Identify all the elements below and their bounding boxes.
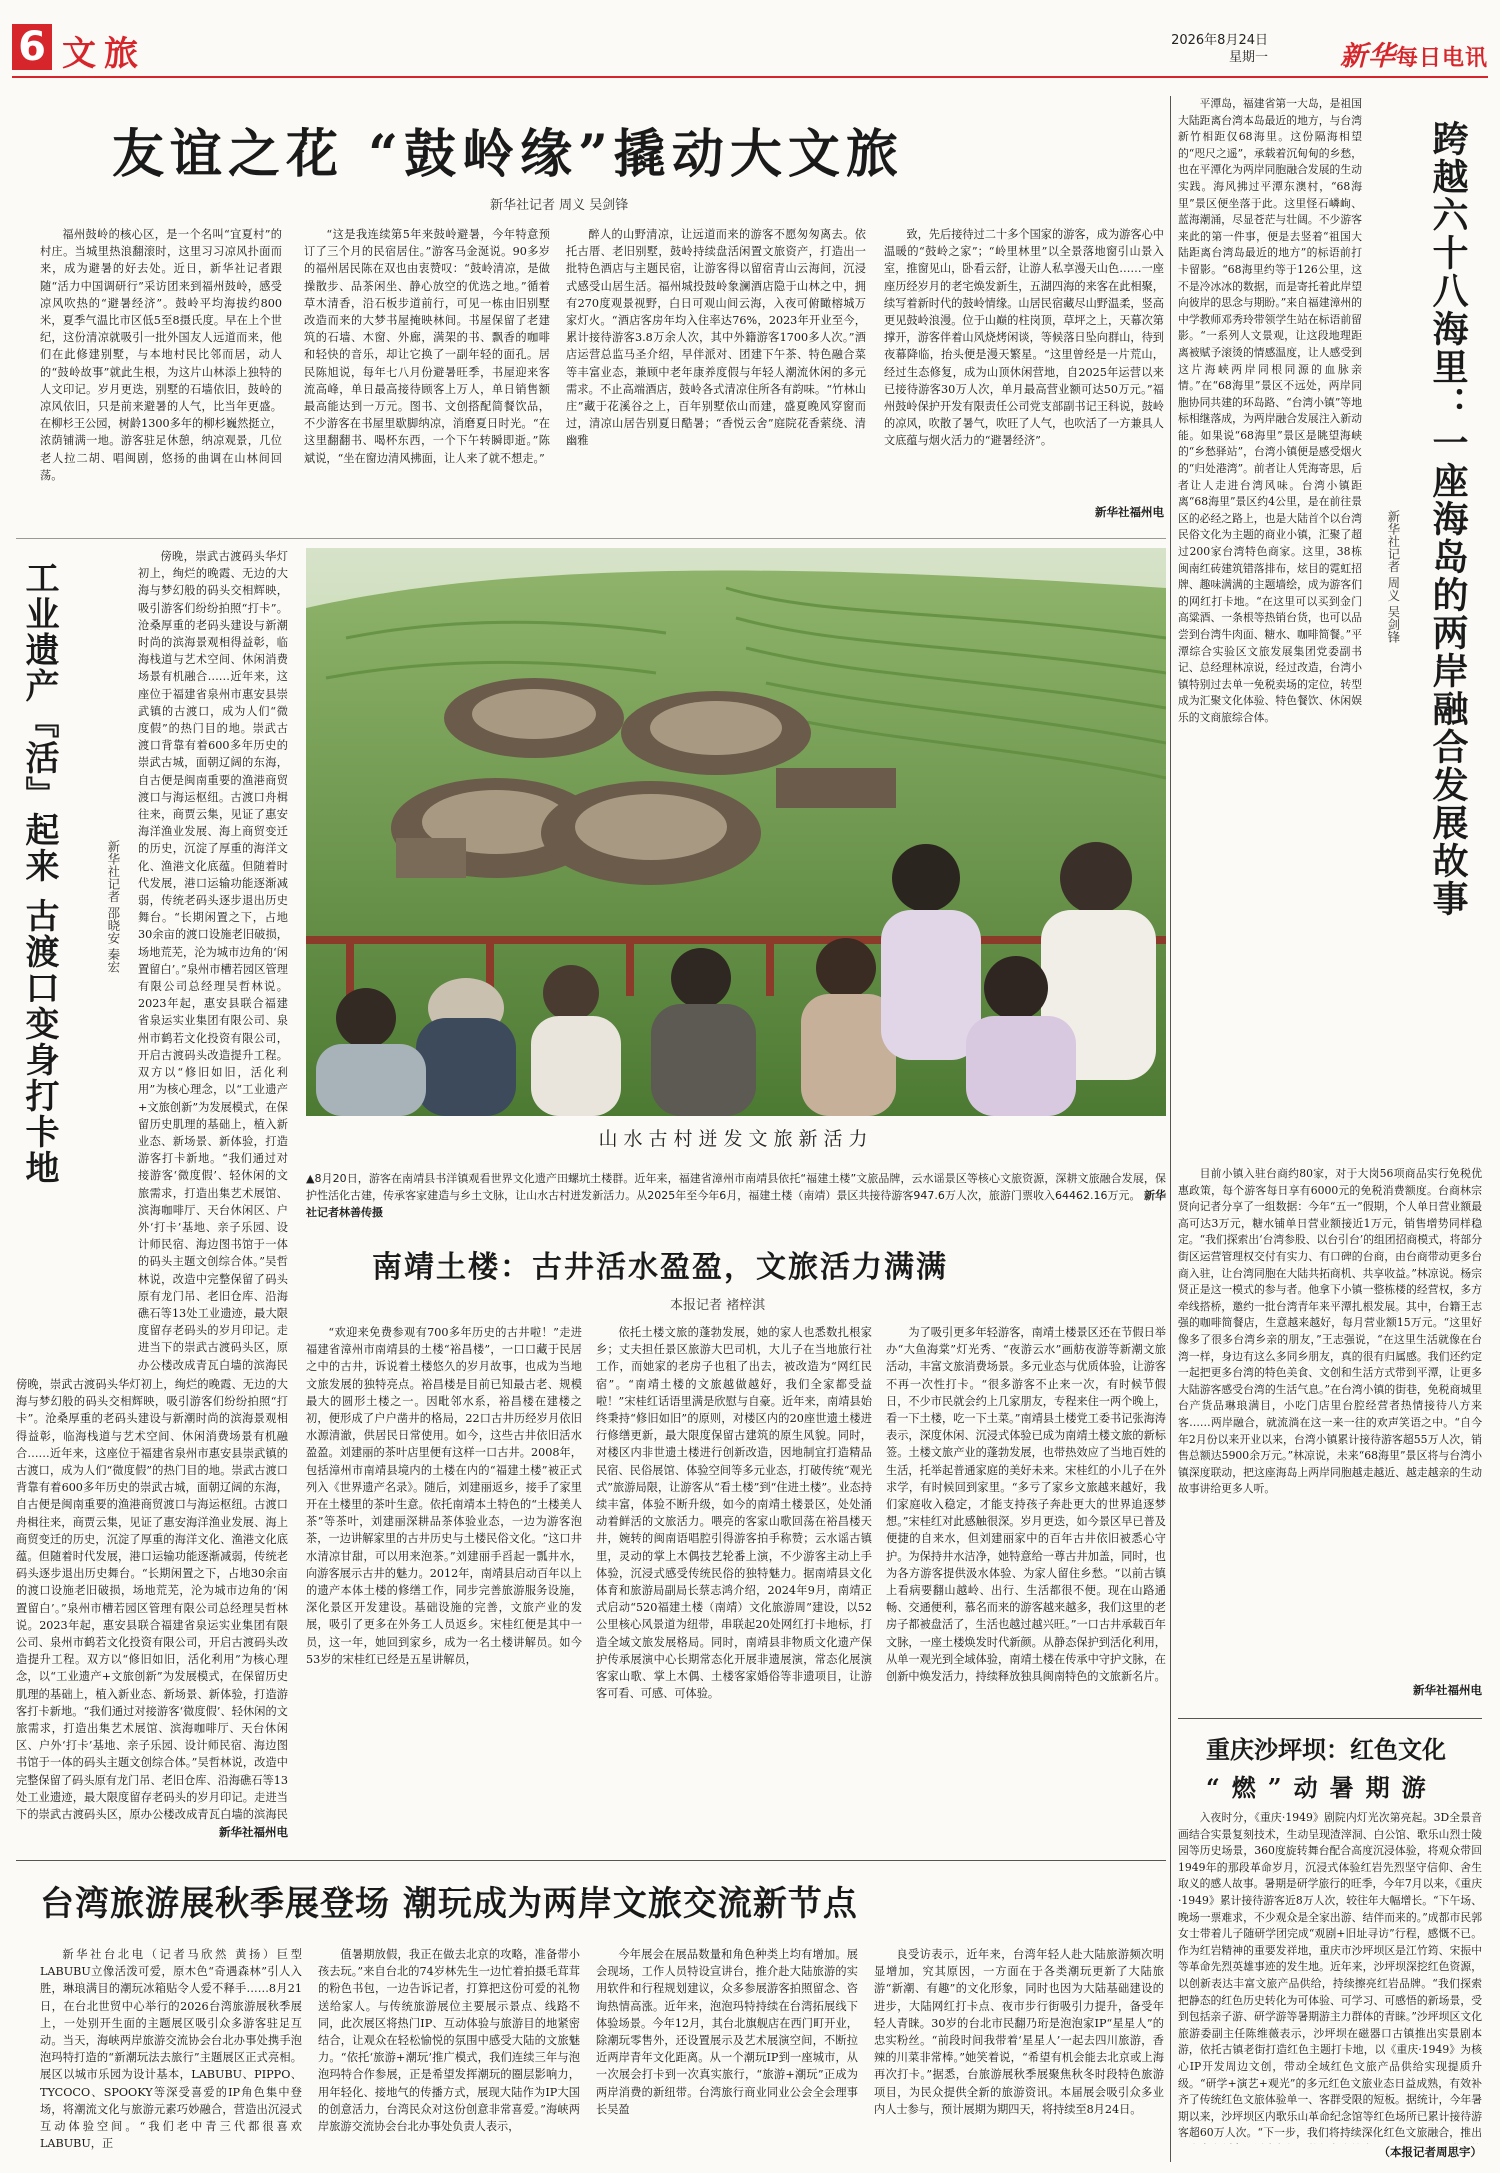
taiwan-col-1: 新华社台北电（记者马欣然 黄扬）巨型LABUBU立像活泼可爱，原木色“奇遇森林”引人入胜，琳琅满目的潮玩冰箱贴令人爱不释手……8月21日，在台北世贸中心举行的2026台湾旅游展秋季展上，一处别开生面的主题展区吸引众多游客驻足互动。当天，海峡两岸旅游交流协会台北办事处携手泡泡玛特打造的“新潮玩法去旅行”主题展区正式亮相。展区以城市乐园为设计基本，LABUBU、PIPPO、TYCOCO、SPOOKY等深受喜爱的IP角色集中登场，将潮流文化与旅游元素巧妙融合，营造出沉浸式互动体验空间。“我们老中青三代都很喜欢LABUBU，正 (40, 1948, 302, 2151)
main-byline: 新华社记者 周义 吴剑锋 (490, 198, 629, 213)
industrial-headline: 工业遗产『活』起来 古渡口变身打卡地 (19, 560, 59, 1186)
island-col-1: 平潭岛，福建省第一大岛，是祖国大陆距离台湾本岛最近的地方，与台湾新竹相距仅68海里。这份隔海相望的“咫尺之遥”，承载着沉甸甸的乡愁，也在平潭化为两岸同胞融合发展的生动实践。海风拂过平潭东澳村，“68海里”景区便坐落于此。这里怪石嶙峋、蓝海潮涌，尽显苍茫与壮阔。不少游客来此的第一件事，便是去竖着“祖国大陆距离台湾岛最近的地方”的标语前打卡留影。“68海里约等于126公里，这不是冷冰冰的数据，而是寄托着此岸望向彼岸的思念与期盼。”来自福建漳州的中学教师邓秀玲带领学生站在标语前留影。“一系列人文景观，让这段地理距离被赋予滚烫的情感温度，让人感受到这片海峡两岸同根同源的血脉亲情。”在“68海里”景区不远处，两岸同胞协同共建的环岛路、“台湾小镇”等地标相继落成，为两岸融合发展注入新动能。如果说“68海里”景区是眺望海峡的“乡愁驿站”，台湾小镇便是感受烟火的“归处港湾”。前者让人凭海寄思，后者让人走进台湾风味。台湾小镇距离“68海里”景区约4公里，是在前往景区的必经之路上，也是大陆首个以台湾民俗文化为主题的商业小镇，汇聚了超过200家台湾特色商家。这里，38栋闽南红砖建筑错落排布，炫目的霓虹招牌、趣味满满的主题墙绘，成为游客们的网红打卡地。“在这里可以买到金门高粱酒、一条根等热销台货，也可以品尝到台湾牛肉面、糖水、咖啡简餐。”平潭综合实验区文旅发展集团党委副书记、总经理林凉说，经过改造，台湾小镇特别过去单一免税卖场的定位，转型成为汇聚文化体验、特色餐饮、休闲娱乐的文商旅综合体。 (1178, 97, 1362, 724)
main-col-2: “这是我连续第5年来鼓岭避暑，今年特意预订了三个月的民宿居住。”游客马金涎说。90多岁的福州居民陈在双也由衷赞叹：“鼓岭清凉，是做操散步、品茶闲坐、静心放空的优选之地。”循着草木清香，沿石板步道前行，可见一栋由旧别墅改造而来的大梦书屋掩映林间。书屋保留了老建筑的石墙、木窗、外廊，满架的书、飘香的咖啡和轻快的音乐，却让它换了一副年轻的面孔。居民陈旭说，每年七八月份避暑旺季，书屋迎来客流高峰，单日最高接待顾客上万人，单日销售额最高能达到一万元。图书、文创搭配简餐饮品，不少游客在书屋里歇脚纳凉，消磨夏日时光。“在这里翻翻书、喝杯东西，一个下午转瞬即逝。”陈斌说，“坐在窗边清风拂面，让人来了就不想走。” (304, 228, 550, 465)
chongqing-sign: （本报记者周思宇） (1378, 2145, 1482, 2159)
tulou-photo (306, 548, 1166, 1116)
main-sign: 新华社福州电 (1095, 505, 1164, 519)
main-headline: 友谊之花 “鼓岭缘”撬动大文旅 (112, 124, 904, 185)
island-sign: 新华社福州电 (1413, 1683, 1482, 1697)
island-col-2-wrap (1178, 1166, 1482, 1702)
main-col-1: 福州鼓岭的核心区，是一个名叫“宜夏村”的村庄。当城里热浪翻滚时，这里习习凉风扑面而来，成为避暑的好去处。近日，新华社记者跟随“活力中国调研行”采访团来到福州鼓岭，感受凉风吹热的“避暑经济”。鼓岭平均海拔约800米，夏季气温比市区低5至8摄氏度。早在上个世纪，这份清凉就吸引一批外国友人远道而来，他们在此修建别墅，与本地村民比邻而居，动人的“鼓岭故事”就此生根，为这片山林添上独特的人文印记。岁月更迭，别墅的石墙依旧，鼓岭的凉风依旧，只是前来避暑的人气，比当年更盛。在柳杉王公园，树龄1300多年的柳杉巍然挺立，浓荫铺满一地。游客驻足休憩，纳凉观景，几位老人拉二胡、唱闽剧，悠扬的曲调在山林间回荡。 (40, 228, 282, 482)
chongqing-body: 入夜时分，《重庆·1949》剧院内灯光次第亮起。3D全景音画结合实景复刻技术，生动呈现渣滓洞、白公馆、歌乐山烈士陵园等历史场景，360度旋转舞台配合高度沉浸体验，将观众带回1949年的那段革命岁月，沉浸式体验红岩先烈坚守信仰、舍生取义的感人故事。暑期是研学旅行的旺季，今年7月以来，《重庆·1949》累计接待游客近8万人次，较往年大幅增长。“下午场、晚场一票难求，不少观众是全家出游、结伴而来的。”成都市民郭女士带着儿子随研学团完成“观剧+旧址寻访”行程，感慨不已。作为红岩精神的重要发祥地，重庆市沙坪坝区是江竹筠、宋振中等革命先烈英雄事迹的发生地。近年来，沙坪坝深挖红色资源，以创新表达丰富文旅产品供给，持续擦亮红岩品牌。“我们探索把静态的红色历史转化为可体验、可学习、可感悟的新场景，受到包括亲子游、研学游等暑期游主力群体的青睐。”沙坪坝区文化旅游委副主任陈维薇表示，沙坪坝在磁器口古镇推出实景剧本游，依托古镇老街打造红色主题打卡地，以《重庆·1949》为核心IP开发周边文创，带动全域红色文旅产品供给实现提质升级。“研学+演艺+观光”的多元红色文旅业态日益成熟，有效补齐了传统红色文旅体验单一、客群受限的短板。据统计，今年暑期以来，沙坪坝区内歌乐山革命纪念馆等红色场所已累计接待游客超60万人次。“下一步，我们将持续深化红色文旅融合，推出 (1178, 1811, 1482, 2140)
weekday-text: 星期一 (1228, 50, 1268, 65)
header-rule (12, 76, 1488, 78)
taiwan-col-4: 良受访表示，近年来，台湾年轻人赴大陆旅游频次明显增加，究其原因，一方面在于各类潮玩更新了大陆旅游“新潮、有趣”的文化形象，同时也因为大陆基础建设的进步，大陆网红打卡点、夜市步行街吸引力提升，备受年轻人青睐。30岁的台北市民翻乃珩是泡泡家IP“星星人”的忠实粉丝。“前段时间我带着‘星星人’一起去四川旅游，香辣的川菜非常棒。”她笑着说，“希望有机会能去北京或上海再次打卡。”据悉，台旅游展秋季展聚焦秋冬时段特色旅游项目，为民众提供全新的旅游资讯。本届展会吸引众多业内人士参与，预计展期为期四天，将持续至8月24日。 (874, 1948, 1164, 2116)
taiwan-col-2: 值暑期放假，我正在做去北京的攻略，准备带小孩去玩。”来自台北的74岁林先生一边忙着拍摄毛茸茸的粉色书包，一边告诉记者，打算把这份可爱的礼物送给家人。与传统旅游展位主要展示景点、线路不同，此次展区将热门IP、互动体验与旅游目的地紧密结合，让观众在轻松愉悦的氛围中感受大陆的文旅魅力。“依托‘旅游+潮玩’推广模式，我们连续三年与泡泡玛特合作参展，正是希望发挥潮玩的圈层影响力，用年轻化、接地气的传播方式，展现大陆作为IP大国的创意活力，台湾民众对这份创意非常喜爱。”海峡两岸旅游交流协会台北办事处负责人表示， (318, 1948, 580, 2134)
island-byline: 新华社记者 周义 吴剑锋 (1385, 510, 1401, 643)
tulou-col-3: 为了吸引更多年轻游客，南靖土楼景区还在节假日举办“大鱼海棠”灯光秀、“夜游云水”画舫夜游等新潮文旅活动，丰富文旅消费场景。多元业态与优质体验，让游客不再一次性打卡。“很多游客不止来一次，有时候节假日，不少市民就会约上几家朋友，专程来住一两个晚上，看一下土楼，吃一下土菜。”南靖县土楼党工委书记张海涛表示，深度休闲、沉浸式体验已成为南靖土楼文旅的新标签。土楼文旅产业的蓬勃发展，也带热效应了当地百姓的生活，托举起普通家庭的美好未来。宋桂红的小儿子在外求学，有时候回到家里。“多亏了家乡文旅越来越好，我们家庭收入稳定，才能支持孩子奔赴更大的世界追逐梦想。”宋桂红对此感触很深。岁月更迭，如今景区早已普及便捷的自来水，但刘建丽家中的百年古井依旧被悉心守护。为保持井水洁净，她特意给一尊古井加盖，同时，也为各方游客提供汲水体验、为家人留住乡愁。“以前古镇上看病要翻山越岭、出行、生活都很不便。现在山路通畅、交通便利，慕名而来的游客越来越多，我们这里的老房子都被盘活了，生活也越过越兴旺。”一口古井承载百年文脉，一座土楼焕发时代新颜。从静态保护到活化利用，从单一观光到全域体验，南靖土楼在传承中守护文脉，在创新中焕发活力，持续释放独具闽南特色的文旅新名片。 (886, 1326, 1166, 1684)
chongqing-body-wrap (1178, 1810, 1482, 2162)
chongqing-headline: 重庆沙坪坝：红色文化 (1206, 1735, 1446, 1764)
right-column-rule (1170, 96, 1171, 2162)
industrial-body-bottom: 傍晚，崇武古渡码头华灯初上，绚烂的晚霞、无边的大海与梦幻般的码头交相辉映，吸引游客们纷纷拍照“打卡”。沧桑厚重的老码头建设与新潮时尚的滨海景观相得益彰，临海栈道与艺术空间、休闲消费场景有机融合……近年来，这座位于福建省泉州市惠安县崇武镇的古渡口，成为人们“微度假”的热门目的地。崇武古渡口背靠有着600多年历史的崇武古城，面朝辽阔的东海，自古便是闽南重要的渔港商贸渡口与海运枢纽。古渡口舟楫往来，商贾云集，见证了惠安海洋渔业发展、海上商贸变迁的历史，沉淀了厚重的海洋文化、渔港文化底蕴。但随着时代发展，港口运输功能逐渐减弱，传统老码头逐步退出历史舞台。“长期闲置之下，占地30余亩的渡口设施老旧破损，场地荒芜，沦为城市边角的‘闲置留白’。”泉州市槽若园区管理有限公司总经理吴哲林说。2023年起，惠安县联合福建省泉运实业集团有限公司、泉州市鹤若文化投资有限公司，开启古渡码头改造提升工程。双方以“修旧如旧，活化利用”为核心理念，以“工业遗产+文旅创新”为发展模式，在保留历史肌理的基础上，植入新业态、新场景、新体验，打造游客打卡新地。“我们通过对接游客‘微度假’、轻休闲的文旅需求，打造出集艺术展馆、滨海咖啡厅、天台休闲区、户外‘打卡’基地、亲子乐园、设计师民宿、海边图书馆于一体的码头主题文创综合体。”吴哲林说，改造中完整保留了码头原有龙门吊、老旧仓库、沿海礁石等13处工业遗迹，最大限度留存老码头的岁月印记。走进当下的崇武古渡码头区，原办公楼改成青瓦白墙的滨海民 (16, 1378, 288, 1822)
photo-title: 山水古村迸发文旅新活力 (598, 1128, 874, 1150)
island-headline: 跨越六十八海里：一座海岛的两岸融合发展故事 (1427, 120, 1469, 918)
issue-date (1171, 32, 1268, 66)
logo-brand: 新华 (1339, 41, 1396, 72)
chongqing-top-rule (1178, 1718, 1482, 1719)
industrial-body-bottom-wrap (16, 1376, 288, 1846)
photo-caption (306, 1170, 1166, 1221)
newspaper-logo (1340, 34, 1488, 73)
main-col-3: 醉人的山野清凉，让远道而来的游客不愿匆匆离去。依托古厝、老旧别墅，鼓岭持续盘活闲置文旅资产，打造出一批特色酒店与主题民宿，让游客得以留宿青山云海间，沉浸式感受山居生活。福州城投鼓岭象澜酒店隐于山林之中，拥有270度观景视野，白日可观山间云海，入夜可俯瞰榕城万家灯火。“酒店客房年均入住率达76%，2023年开业至今，累计接待游客3.8万余人次，其中外籍游客1700多人次。”酒店运营总监马圣介绍，早伴派对、团建下午茶、特色融合菜等丰富业态，兼顾中老年康养度假与年轻人潮流休闲的多元需求。不止高端酒店，鼓岭各式清凉住所各有韵味。“竹林山庄”藏于花溪谷之上，百年别墅依山而建，盛夏晚风穿窗而过，清凉山居告别夏日酷暑；“香悦云舍”庭院花香萦绕、清幽雅 (566, 228, 866, 448)
island-col-2: 目前小镇入驻台商约80家，对于大岗56项商品实行免税优惠政策，每个游客每日享有6000元的免税消费额度。台商林宗贤向记者分享了一组数据：今年“五一”假期，个人单日营业额最高可达3万元，糖水铺单日营业额接近1万元，销售增势同样稳定。“我们探索出‘台湾参股、以台引台’的组团招商模式，将部分街区运营管理权交付有实力、有口碑的台商，由台商带动更多台商入驻，让台湾同胞在大陆共拓商机、共享收益。”林凉说。杨宗贤正是这一模式的参与者。他拿下小镇一整栋楼的经营权，多方牵线搭桥，邀约一批台湾青年来平潭扎根发展。其中，台籍王志强的咖啡简餐店，生意越来越好，每月营业额15万元。“这里好像多了很多台湾乡亲的朋友，”王志强说，“在这里生活就像在台湾一样，身边有这么多同乡朋友，真的很有归属感。我们还约定一起把更多台湾的特色美食、文创和生活方式带到平潭，让更多大陆游客感受台湾的生活气息。”在台湾小镇的街巷，免税商城里台产货品琳琅满目，小吃门店里台腔经营者热情接待八方来客……两岸融合，就流淌在这一来一往的欢声笑语之中。“自今年2月份以来开业以来，台湾小镇累计接待游客超55万人次，销售总额达5900余万元。”林凉说，未来“68海里”景区将与台湾小镇深度联动，把这座海岛上两岸同胞越走越近、越走越亲的生动故事讲给更多人听。 (1178, 1167, 1482, 1496)
section-name: 文旅 (62, 34, 146, 74)
main-col-4-wrap (884, 226, 1164, 528)
main-story-bottom-rule (16, 538, 1166, 539)
tulou-col-2: 依托土楼文旅的蓬勃发展，她的家人也悉数扎根家乡；丈夫担任景区旅游大巴司机，大儿子在当地旅行社工作，而她家的老房子也租了出去，被改造为“网红民宿”。“南靖土楼的文旅越做越好，我们全家都受益啦！”宋桂红话语里满是欣慰与自豪。近年来，南靖县始终秉持“修旧如旧”的原则，对楼区内的20座世遗土楼进行修缮更新，最大限度保留古建筑的原生风貌。同时，对楼区内非世遗土楼进行创新改造，因地制宜打造精品民宿、民俗展馆、体验空间等多元业态，打破传统“观光式”旅游局限，让游客从“看土楼”到“住进土楼”。业态持续丰富，体验不断升级，如今的南靖土楼景区，处处涌动着鲜活的文旅活力。喂亮的客家山歌回荡在裕昌楼天井，婉转的闽南语唱腔引得游客拍手称赞；云水谣古镇里，灵动的掌上木偶技艺轮番上演，不少游客主动上手体验，沉浸式感受传统民俗的独特魅力。据南靖县文化体育和旅游局副局长蔡志鸿介绍，2024年9月，南靖正式启动“520福建土楼（南靖）文化旅游周”建设，以52公里核心风景道为纽带，串联起20处网红打卡地标，打造全域文旅发展格局。同时，南靖县非物质文化遗产保护传承展演中心长期常态化开展非遗展演，常态化展演客家山歌、掌上木偶、土楼客家婚俗等非遗项目，让游客可看、可感、可体验。 (596, 1326, 872, 1701)
tulou-byline: 本报记者 褚梓淇 (670, 1298, 766, 1313)
page-number: 6 (12, 24, 52, 70)
tulou-photo-image (306, 548, 1166, 1116)
photo-sign: 新华社记者林善传摄 (306, 1189, 1167, 1219)
viewing-railing (306, 936, 1166, 944)
main-col-4: 致，先后接待过二十多个国家的游客，成为游客心中温暖的“鼓岭之家”；“岭里林里”以全景落地窗引山景入室，推窗见山，卧看云舒，让游人私享漫天山色……一座座历经岁月的老宅焕发新生，五湖四海的来客在此相聚，续写着新时代的鼓岭情缘。山居民宿藏尽山野温柔，竖高更见鼓岭浪漫。位于山巅的柱岗顶，草坪之上，天幕次第撑开，游客伴着山风烧烤闲谈，等候落日坠向群山，待到夜幕降临，抬头便是漫天繁星。“这里曾经是一片荒山，经过生态修复，成为山顶休闲营地，自2025年运营以来已接待游客30万人次，单月最高营业额可达50万元。”福州鼓岭保护开发有限责任公司党支部副书记王科说，鼓岭的凉风，吹散了暑气，吹旺了人气，也吹活了一方兼具人文底蕴与烟火活力的“避暑经济”。 (884, 228, 1164, 448)
logo-sub: 每日电讯 (1395, 45, 1488, 71)
taiwan-headline: 台湾旅游展秋季展登场 潮玩成为两岸文旅交流新节点 (40, 1884, 858, 1924)
industrial-sign: 新华社福州电 (219, 1825, 288, 1839)
taiwan-top-rule (16, 1860, 1166, 1861)
tulou-col-1: “欢迎来免费参观有700多年历史的古井啦！”走进福建省漳州市南靖县的土楼“裕昌楼”，一口口藏于民居之中的古井，诉说着土楼悠久的岁月故事，也成为当地文旅发展的独特亮点。裕昌楼是目前已知最古老、规模最大的圆形土楼之一。因毗邻水系，裕昌楼在建楼之初，便形成了户户凿井的格局，22口古井历经岁月依旧水源清澈，供居民日常使用。如今，这些古井依旧活水盈盈。刘建丽的茶叶店里便有这样一口古井。2008年，包括漳州市南靖县境内的土楼在内的“福建土楼”被正式列入《世界遗产名录》。随后，刘建丽返乡，接手了家里开在土楼里的茶叶生意。依托南靖本土特色的“土楼美人茶”等茶叶，刘建丽深耕品茶体验业态，一边为游客泡茶，一边讲解家里的古井历史与土楼民俗文化。“这口井水清凉甘甜，可以用来泡茶。”刘建丽手舀起一瓢井水，向游客展示古井的魅力。2012年，南靖县启动百年以上的遗产本体土楼的修缮工作，同步完善旅游服务设施，深化景区开发建设。基础设施的完善，文旅产业的发展，吸引了更多在外务工人员返乡。宋桂红便是其中一员，这一年，她回到家乡，成为一名土楼讲解员。如今53岁的宋桂红已经是五星讲解员， (306, 1326, 582, 1666)
taiwan-col-3: 今年展会在展品数量和角色种类上均有增加。展会现场，工作人员特设宣讲台，推介赴大陆旅游的实用软件和行程规划建议，众多参展游客拍照留念、咨询热情高涨。近年来，泡泡玛特持续在台湾拓展线下体验场景。今年12月，其台北旗舰店在西门町开业，除潮玩零售外，还设置展示及艺术展演空间，不断拉近两岸青年文化距离。从一个潮玩IP到一座城市，从一次展会打卡到一次真实旅行，“旅游+潮玩”正成为两岸消费的新纽带。台湾旅行商业同业公会全会理事长吴盈 (596, 1948, 858, 2116)
date-text: 2026年8月24日 (1171, 33, 1268, 48)
chongqing-subheadline: “燃”动暑期游 (1206, 1773, 1438, 1802)
industrial-byline: 新华社记者 邵晓安 秦宏 (105, 840, 121, 973)
photo-caption-text: ▲8月20日，游客在南靖县书洋镇观看世界文化遗产田螺坑土楼群。近年来，福建省漳州市南靖县依托“福建土楼”文旅品牌，云水谣景区等核心文旅资源，深耕文旅融合发展，保护性活化古建，传承客家建造与乡土文脉，让山水古村迸发新活力。从2025年至今年6月，福建土楼（南靖）景区共接待游客947.6万人次，旅游门票收入64462.16万元。 (306, 1172, 1166, 1202)
industrial-body-top: 傍晚，崇武古渡码头华灯初上，绚烂的晚霞、无边的大海与梦幻般的码头交相辉映，吸引游客们纷纷拍照“打卡”。沧桑厚重的老码头建设与新潮时尚的滨海景观相得益彰，临海栈道与艺术空间、休闲消费场景有机融合……近年来，这座位于福建省泉州市惠安县崇武镇的古渡口，成为人们“微度假”的热门目的地。崇武古渡口背靠有着600多年历史的崇武古城，面朝辽阔的东海，自古便是闽南重要的渔港商贸渡口与海运枢纽。古渡口舟楫往来，商贾云集，见证了惠安海洋渔业发展、海上商贸变迁的历史，沉淀了厚重的海洋文化、渔港文化底蕴。但随着时代发展，港口运输功能逐渐减弱，传统老码头逐步退出历史舞台。“长期闲置之下，占地30余亩的渡口设施老旧破损，场地荒芜，沦为城市边角的‘闲置留白’。”泉州市槽若园区管理有限公司总经理吴哲林说。2023年起，惠安县联合福建省泉运实业集团有限公司、泉州市鹤若文化投资有限公司，开启古渡码头改造提升工程。双方以“修旧如旧，活化利用”为核心理念，以“工业遗产+文旅创新”为发展模式，在保留历史肌理的基础上，植入新业态、新场景、新体验，打造游客打卡新地。“我们通过对接游客‘微度假’、轻休闲的文旅需求，打造出集艺术展馆、滨海咖啡厅、天台休闲区、户外‘打卡’基地、亲子乐园、设计师民宿、海边图书馆于一体的码头主题文创综合体。”吴哲林说，改造中完整保留了码头原有龙门吊、老旧仓库、沿海礁石等13处工业遗迹，最大限度留存老码头的岁月印记。走进当下的崇武古渡码头区，原办公楼改成青瓦白墙的滨海民 (138, 550, 288, 1372)
tulou-headline: 南靖土楼：古井活水盈盈，文旅活力满满 (372, 1250, 948, 1285)
